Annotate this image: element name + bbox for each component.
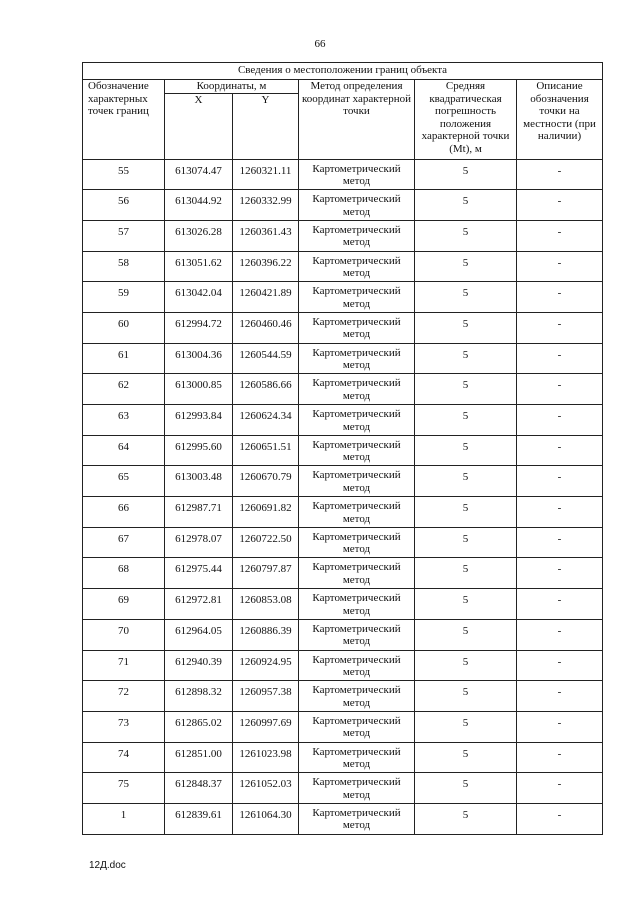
y-coordinate-cell: 1260924.95 — [233, 650, 299, 681]
x-coordinate-cell: 612898.32 — [165, 681, 233, 712]
y-coordinate-cell: 1261023.98 — [233, 742, 299, 773]
description-cell: - — [517, 312, 603, 343]
table-row — [83, 619, 603, 650]
header-description: Описание обозначения точки на местности (при наличии) — [517, 80, 603, 160]
table-row — [83, 435, 603, 466]
y-coordinate-cell: 1260361.43 — [233, 220, 299, 251]
accuracy-cell: 5 — [415, 773, 517, 804]
accuracy-cell: 5 — [415, 435, 517, 466]
description-cell: - — [517, 405, 603, 436]
x-coordinate-cell: 613003.48 — [165, 466, 233, 497]
point-cell: 56 — [83, 190, 165, 221]
y-coordinate-cell: 1260997.69 — [233, 711, 299, 742]
description-cell: - — [517, 527, 603, 558]
accuracy-cell: 5 — [415, 589, 517, 620]
x-coordinate-cell: 613004.36 — [165, 343, 233, 374]
accuracy-cell: 5 — [415, 190, 517, 221]
point-cell: 74 — [83, 742, 165, 773]
accuracy-cell: 5 — [415, 251, 517, 282]
table-row — [83, 773, 603, 804]
x-coordinate-cell: 612848.37 — [165, 773, 233, 804]
table-row — [83, 803, 603, 834]
x-coordinate-cell: 612994.72 — [165, 312, 233, 343]
y-coordinate-cell: 1260460.46 — [233, 312, 299, 343]
table-row — [83, 466, 603, 497]
x-coordinate-cell: 612987.71 — [165, 497, 233, 528]
x-coordinate-cell: 613051.62 — [165, 251, 233, 282]
description-cell: - — [517, 803, 603, 834]
y-coordinate-cell: 1260886.39 — [233, 619, 299, 650]
description-cell: - — [517, 711, 603, 742]
table-row — [83, 650, 603, 681]
description-cell: - — [517, 251, 603, 282]
table-row — [83, 220, 603, 251]
method-cell: Картометрический метод — [299, 589, 415, 620]
y-coordinate-cell: 1260421.89 — [233, 282, 299, 313]
method-cell: Картометрический метод — [299, 159, 415, 190]
accuracy-cell: 5 — [415, 803, 517, 834]
y-coordinate-cell: 1260797.87 — [233, 558, 299, 589]
method-cell: Картометрический метод — [299, 343, 415, 374]
x-coordinate-cell: 612972.81 — [165, 589, 233, 620]
y-coordinate-cell: 1260332.99 — [233, 190, 299, 221]
method-cell: Картометрический метод — [299, 497, 415, 528]
boundary-coordinates-table — [82, 62, 603, 835]
y-coordinate-cell: 1260957.38 — [233, 681, 299, 712]
description-cell: - — [517, 374, 603, 405]
point-cell: 70 — [83, 619, 165, 650]
point-cell: 58 — [83, 251, 165, 282]
accuracy-cell: 5 — [415, 497, 517, 528]
accuracy-cell: 5 — [415, 619, 517, 650]
table-row — [83, 251, 603, 282]
table-row — [83, 190, 603, 221]
description-cell: - — [517, 343, 603, 374]
x-coordinate-cell: 612964.05 — [165, 619, 233, 650]
x-coordinate-cell: 612993.84 — [165, 405, 233, 436]
table-row — [83, 282, 603, 313]
table-row — [83, 711, 603, 742]
method-cell: Картометрический метод — [299, 681, 415, 712]
description-cell: - — [517, 589, 603, 620]
description-cell: - — [517, 742, 603, 773]
method-cell: Картометрический метод — [299, 650, 415, 681]
page-number: 66 — [314, 38, 326, 50]
description-cell: - — [517, 497, 603, 528]
description-cell: - — [517, 619, 603, 650]
accuracy-cell: 5 — [415, 742, 517, 773]
accuracy-cell: 5 — [415, 374, 517, 405]
point-cell: 72 — [83, 681, 165, 712]
method-cell: Картометрический метод — [299, 251, 415, 282]
table-body — [83, 159, 603, 834]
x-coordinate-cell: 612995.60 — [165, 435, 233, 466]
table-row — [83, 497, 603, 528]
accuracy-cell: 5 — [415, 282, 517, 313]
table-row — [83, 742, 603, 773]
method-cell: Картометрический метод — [299, 466, 415, 497]
point-cell: 73 — [83, 711, 165, 742]
x-coordinate-cell: 613000.85 — [165, 374, 233, 405]
accuracy-cell: 5 — [415, 405, 517, 436]
point-cell: 60 — [83, 312, 165, 343]
accuracy-cell: 5 — [415, 527, 517, 558]
description-cell: - — [517, 435, 603, 466]
x-coordinate-cell: 612839.61 — [165, 803, 233, 834]
point-cell: 62 — [83, 374, 165, 405]
header-designation: Обозначение характерных точек границ — [83, 80, 165, 160]
y-coordinate-cell: 1260651.51 — [233, 435, 299, 466]
point-cell: 61 — [83, 343, 165, 374]
method-cell: Картометрический метод — [299, 190, 415, 221]
accuracy-cell: 5 — [415, 711, 517, 742]
header-coordinates: Координаты, м — [165, 80, 299, 94]
y-coordinate-cell: 1261064.30 — [233, 803, 299, 834]
point-cell: 66 — [83, 497, 165, 528]
y-coordinate-cell: 1260624.34 — [233, 405, 299, 436]
y-coordinate-cell: 1260321.11 — [233, 159, 299, 190]
table-row — [83, 159, 603, 190]
method-cell: Картометрический метод — [299, 527, 415, 558]
table-row — [83, 312, 603, 343]
method-cell: Картометрический метод — [299, 374, 415, 405]
method-cell: Картометрический метод — [299, 803, 415, 834]
accuracy-cell: 5 — [415, 466, 517, 497]
table-row — [83, 527, 603, 558]
method-cell: Картометрический метод — [299, 312, 415, 343]
accuracy-cell: 5 — [415, 343, 517, 374]
description-cell: - — [517, 650, 603, 681]
table-row — [83, 558, 603, 589]
table-row — [83, 589, 603, 620]
description-cell: - — [517, 282, 603, 313]
description-cell: - — [517, 159, 603, 190]
header-y: Y — [233, 93, 299, 159]
method-cell: Картометрический метод — [299, 282, 415, 313]
y-coordinate-cell: 1260586.66 — [233, 374, 299, 405]
y-coordinate-cell: 1260722.50 — [233, 527, 299, 558]
accuracy-cell: 5 — [415, 681, 517, 712]
x-coordinate-cell: 612865.02 — [165, 711, 233, 742]
x-coordinate-cell: 612940.39 — [165, 650, 233, 681]
point-cell: 67 — [83, 527, 165, 558]
point-cell: 75 — [83, 773, 165, 804]
table-row — [83, 405, 603, 436]
point-cell: 65 — [83, 466, 165, 497]
y-coordinate-cell: 1260396.22 — [233, 251, 299, 282]
y-coordinate-cell: 1260670.79 — [233, 466, 299, 497]
table-row — [83, 681, 603, 712]
y-coordinate-cell: 1260544.59 — [233, 343, 299, 374]
description-cell: - — [517, 220, 603, 251]
point-cell: 55 — [83, 159, 165, 190]
accuracy-cell: 5 — [415, 650, 517, 681]
x-coordinate-cell: 613044.92 — [165, 190, 233, 221]
y-coordinate-cell: 1260691.82 — [233, 497, 299, 528]
x-coordinate-cell: 612851.00 — [165, 742, 233, 773]
description-cell: - — [517, 466, 603, 497]
accuracy-cell: 5 — [415, 220, 517, 251]
header-method: Метод определения координат характерной точки — [299, 80, 415, 160]
method-cell: Картометрический метод — [299, 773, 415, 804]
x-coordinate-cell: 612975.44 — [165, 558, 233, 589]
x-coordinate-cell: 613074.47 — [165, 159, 233, 190]
method-cell: Картометрический метод — [299, 619, 415, 650]
description-cell: - — [517, 190, 603, 221]
description-cell: - — [517, 681, 603, 712]
point-cell: 64 — [83, 435, 165, 466]
y-coordinate-cell: 1260853.08 — [233, 589, 299, 620]
point-cell: 1 — [83, 803, 165, 834]
description-cell: - — [517, 558, 603, 589]
accuracy-cell: 5 — [415, 159, 517, 190]
header-x: X — [165, 93, 233, 159]
method-cell: Картометрический метод — [299, 405, 415, 436]
method-cell: Картометрический метод — [299, 742, 415, 773]
x-coordinate-cell: 613042.04 — [165, 282, 233, 313]
footer-filename: 12Д.doc — [89, 860, 126, 871]
method-cell: Картометрический метод — [299, 558, 415, 589]
header-accuracy: Средняя квадратическая погрешность положения характерной точки (Mt), м — [415, 80, 517, 160]
point-cell: 57 — [83, 220, 165, 251]
description-cell: - — [517, 773, 603, 804]
method-cell: Картометрический метод — [299, 711, 415, 742]
method-cell: Картометрический метод — [299, 435, 415, 466]
point-cell: 68 — [83, 558, 165, 589]
table-title: Сведения о местоположении границ объекта — [83, 63, 603, 80]
point-cell: 59 — [83, 282, 165, 313]
x-coordinate-cell: 613026.28 — [165, 220, 233, 251]
accuracy-cell: 5 — [415, 558, 517, 589]
point-cell: 71 — [83, 650, 165, 681]
point-cell: 63 — [83, 405, 165, 436]
accuracy-cell: 5 — [415, 312, 517, 343]
x-coordinate-cell: 612978.07 — [165, 527, 233, 558]
table-row — [83, 374, 603, 405]
y-coordinate-cell: 1261052.03 — [233, 773, 299, 804]
method-cell: Картометрический метод — [299, 220, 415, 251]
table-row — [83, 343, 603, 374]
point-cell: 69 — [83, 589, 165, 620]
